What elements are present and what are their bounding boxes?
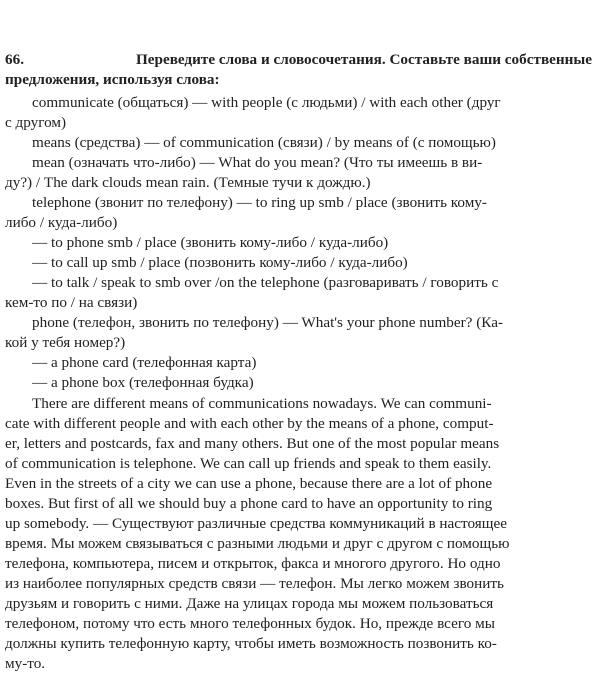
vocab-line: — to call up smb / place (позвонить кому-либо / куда-либо) [32,254,408,271]
paragraph-line: of communication is telephone. We can call up friends and speak to them easily. [5,455,492,472]
paragraph-line: му-то. [5,655,46,672]
paragraph-line: up somebody. — Существуют различные средства коммуникаций в настоящее [5,515,507,532]
vocab-line: ду?) / The dark clouds mean rain. (Темные тучи к дождю.) [5,174,371,191]
vocab-line: кой у тебя номер?) [5,334,126,351]
exercise-instruction-line2: предложения, используя слова: [5,71,220,88]
paragraph-line: cate with different people and with each other by the means of a phone, comput- [5,415,494,432]
paragraph-line: телефона, компьютера, писем и открыток, факса и многого другого. Но одно [5,555,501,572]
vocab-line: mean (означать что-либо) — What do you mean? (Что ты имеешь в ви- [32,154,483,171]
vocab-line: либо / куда-либо) [5,214,118,231]
paragraph-line: There are different means of communications nowadays. We can communi- [32,395,492,412]
vocab-line: — a phone card (телефонная карта) [32,354,257,371]
exercise-number: 66. [5,51,24,68]
vocab-line: — to phone smb / place (звонить кому-либо / куда-либо) [32,234,389,251]
paragraph-line: er, letters and postcards, fax and many others. But one of the most popular means [5,435,500,452]
vocab-line: communicate (общаться) — with people (с людьми) / with each other (друг [32,94,501,111]
vocab-line: с другом) [5,114,67,131]
vocab-line: кем-то по / на связи) [5,294,138,311]
paragraph-line: Even in the streets of a city we can use a phone, because there are a lot of phone [5,475,493,492]
exercise-heading-line1 [5,50,592,70]
paragraph-line: из наиболее популярных средств связи — телефон. Мы легко можем звонить [5,575,504,592]
paragraph-line: телефоном, потому что есть много телефонных будок. Но, прежде всего мы [5,615,495,632]
vocab-line: telephone (звонит по телефону) — to ring up smb / place (звонить кому- [32,194,487,211]
vocab-line: means (средства) — of communication (связи) / by means of (с помощью) [32,134,496,151]
vocab-line: — to talk / speak to smb over /on the telephone (разговаривать / говорить с [32,274,499,291]
paragraph-line: boxes. But first of all we should buy a phone card to have an opportunity to ring [5,495,493,512]
paragraph-line: время. Мы можем связываться с разными людьми и друг с другом с помощью [5,535,510,552]
paragraph-line: должны купить телефонную карту, чтобы иметь возможность позвонить ко- [5,635,497,652]
exercise-instruction-line1: Переведите слова и словосочетания. Составьте ваши собственные [135,51,592,68]
paragraph-line: друзьям и говорить с ними. Даже на улицах города мы можем пользоваться [5,595,494,612]
vocab-line: — a phone box (телефонная будка) [32,374,254,391]
vocab-line: phone (телефон, звонить по телефону) — What's your phone number? (Ка- [32,314,504,331]
